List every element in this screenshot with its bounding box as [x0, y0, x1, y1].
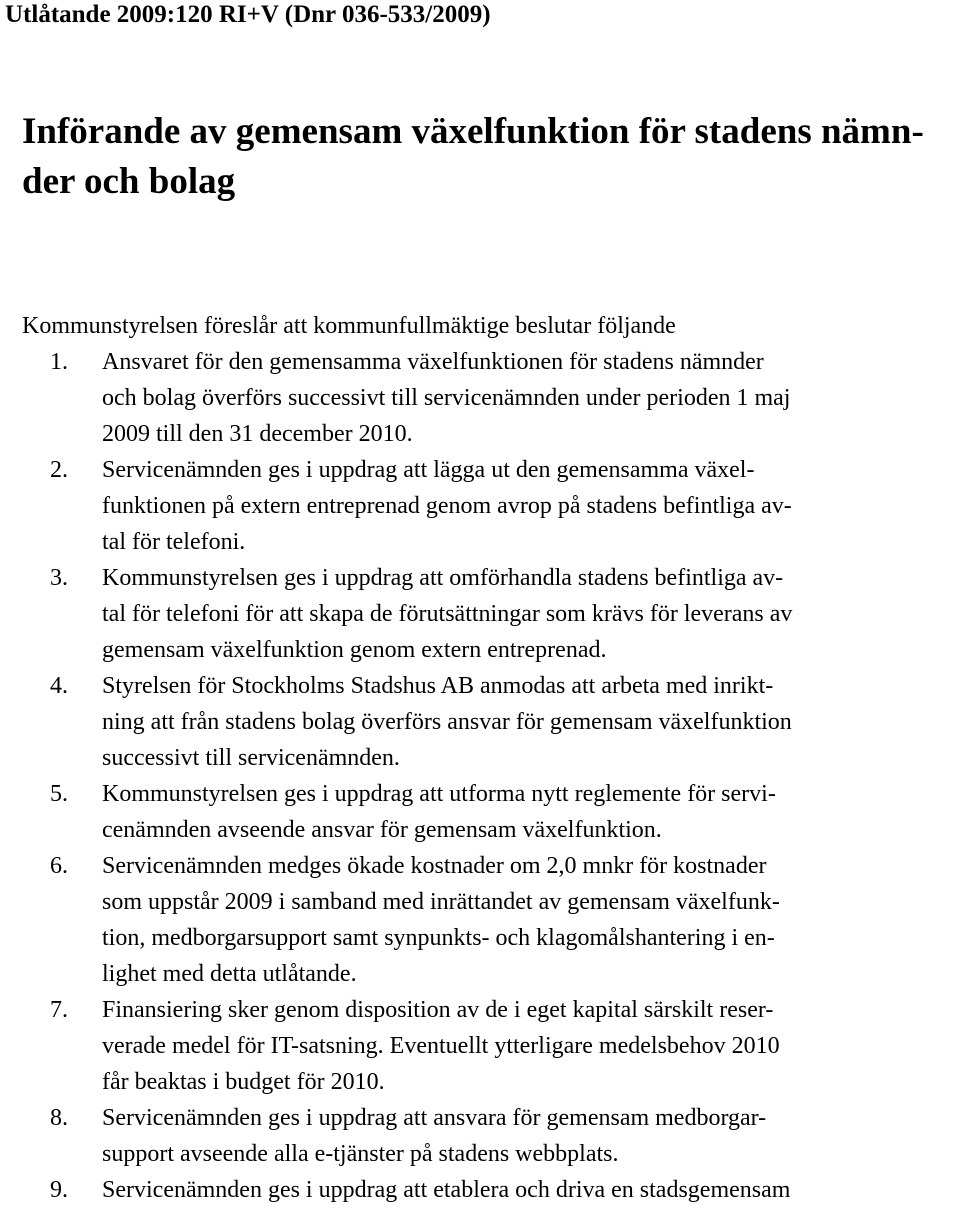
list-item [0, 776, 960, 848]
item-line: funktionen på extern entreprenad genom avrop på stadens befintliga av- [102, 493, 792, 519]
item-line: Servicenämnden ges i uppdrag att lägga ut den gemensamma växel- [102, 457, 755, 483]
item-number: 6. [50, 853, 68, 879]
item-line: Ansvaret för den gemensamma växelfunktionen för stadens nämnder [102, 349, 764, 375]
item-text [102, 560, 942, 668]
item-number: 9. [50, 1177, 68, 1203]
list-item [0, 1172, 960, 1208]
item-text [102, 992, 942, 1100]
item-line: cenämnden avseende ansvar för gemensam växelfunktion. [102, 817, 662, 843]
list-item [0, 668, 960, 776]
item-line: Kommunstyrelsen ges i uppdrag att utforma nytt reglemente för servi- [102, 781, 776, 807]
item-text [102, 668, 942, 776]
item-text [102, 1100, 942, 1172]
list-item [0, 848, 960, 992]
item-text [102, 1172, 942, 1208]
item-line: och bolag överförs successivt till servicenämnden under perioden 1 maj [102, 385, 791, 411]
item-line: 2009 till den 31 december 2010. [102, 421, 413, 447]
list-item [0, 344, 960, 452]
item-text [102, 452, 942, 560]
document-header: Utlåtande 2009:120 RI+V (Dnr 036-533/2009) [5, 1, 491, 28]
item-line: Servicenämnden ges i uppdrag att ansvara för gemensam medborgar- [102, 1105, 767, 1131]
list-item [0, 452, 960, 560]
item-line: tal för telefoni för att skapa de förutsättningar som krävs för leverans av [102, 601, 793, 627]
item-number: 2. [50, 457, 68, 483]
item-text [102, 776, 942, 848]
item-number: 8. [50, 1105, 68, 1131]
document-title [22, 107, 952, 207]
item-line: som uppstår 2009 i samband med inrättandet av gemensam växelfunk- [102, 889, 780, 915]
item-line: lighet med detta utlåtande. [102, 961, 357, 987]
item-text [102, 848, 942, 992]
list-item [0, 992, 960, 1100]
list-item [0, 1100, 960, 1172]
item-number: 4. [50, 673, 68, 699]
item-number: 5. [50, 781, 68, 807]
item-line: Kommunstyrelsen ges i uppdrag att omförhandla stadens befintliga av- [102, 565, 784, 591]
item-number: 7. [50, 997, 68, 1023]
item-line: gemensam växelfunktion genom extern entreprenad. [102, 637, 607, 663]
item-number: 1. [50, 349, 68, 375]
list-item [0, 560, 960, 668]
item-number: 3. [50, 565, 68, 591]
item-line: Finansiering sker genom disposition av de i eget kapital särskilt reser- [102, 997, 774, 1023]
item-line: Servicenämnden medges ökade kostnader om 2,0 mnkr för kostnader [102, 853, 767, 879]
decision-list [0, 344, 960, 1208]
title-line: Införande av gemensam växelfunktion för stadens nämn- [22, 111, 924, 152]
item-line: verade medel för IT-satsning. Eventuellt ytterligare medelsbehov 2010 [102, 1033, 780, 1059]
item-line: successivt till servicenämnden. [102, 745, 400, 771]
item-line: Servicenämnden ges i uppdrag att etablera och driva en stadsgemensam [102, 1177, 791, 1203]
title-line: der och bolag [22, 161, 236, 202]
item-line: Styrelsen för Stockholms Stadshus AB anmodas att arbeta med inrikt- [102, 673, 774, 699]
item-line: tion, medborgarsupport samt synpunkts- och klagomålshantering i en- [102, 925, 775, 951]
item-line: support avseende alla e-tjänster på stadens webbplats. [102, 1141, 619, 1167]
item-line: ning att från stadens bolag överförs ansvar för gemensam växelfunktion [102, 709, 792, 735]
item-text [102, 344, 942, 452]
intro-paragraph: Kommunstyrelsen föreslår att kommunfullmäktige beslutar följande [22, 313, 676, 339]
item-line: tal för telefoni. [102, 529, 246, 555]
item-line: får beaktas i budget för 2010. [102, 1069, 385, 1095]
